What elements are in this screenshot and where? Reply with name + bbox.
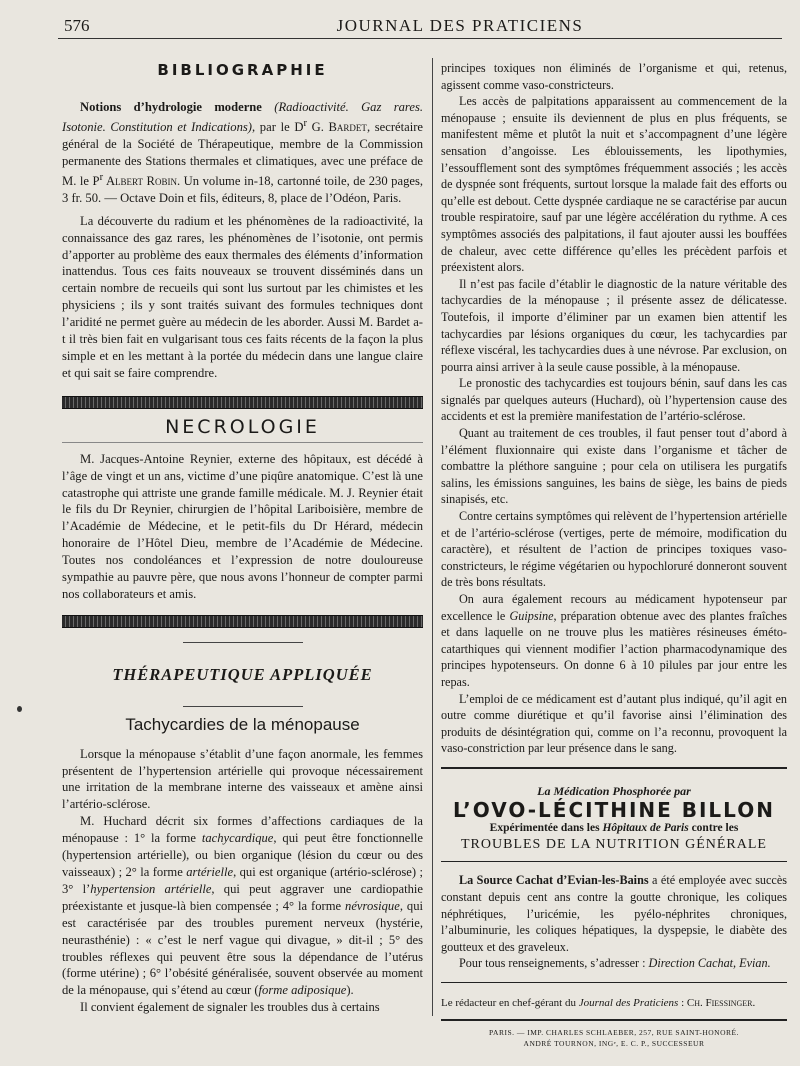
- editor-a: Le rédacteur en chef-gérant du: [441, 996, 579, 1009]
- book-subtitle: (Radioactivité. Gaz rares. Isotonie. Constitution et Indications): [62, 99, 423, 134]
- cachat-text: [441, 872, 787, 955]
- printer-line-1: PARIS. — IMP. CHARLES SCHLAEBER, 257, RUE SAINT-HONORÉ.: [489, 1028, 739, 1038]
- section-divider-bar-2: [62, 615, 423, 628]
- bibliographie-paragraph: La découverte du radium et les phénomènes de la radioactivité, la connaissance des gaz rares, les phénomènes de l’isotonie, ont permis d’apporter au problème des eaux thermales des éléments d’information inattendus. Tous ces faits nouveaux se trouvent disséminés dans un certain nombre de recueils qui sont lus surtout par les chimistes et les physiciens ; ils y sont traités suivant des formules techniques dont l’aridité ne permet guère au médecin de les aborder. Aussi M. Bardet a-t il très bien fait en vulgarisant tous ces faits récents de la façon la plus simple et en les mettant à la portée du médecin dans une langue claire et qui sait se faire comprendre.: [62, 213, 423, 380]
- right-paragraph-2: Il n’est pas facile d’établir le diagnostic de la nature véritable des tachycardies de la ménopause ; il présente assez de délicatesse. Toutefois, il importe d’éliminer par un examen bien attentif les tachycardies par lésions organiques du cœur, les tachycardies par réflexe viscéral, les tachycardies dues à une névrose. Par exclusion, on pourra ainsi arriver à la seule cause possible, à la ménopause.: [441, 276, 787, 374]
- p2-text-c: , qui est organique (artério-sclérose) ; 3° l’: [62, 865, 423, 896]
- guipsine-name: Guipsine: [509, 608, 554, 623]
- advert-ovo-lecithine: [441, 767, 787, 862]
- right-paragraph-7: L’emploi de ce médicament est d’autant plus indiqué, qu’il agit en outre comme diurétique et qu’il favorise ainsi l’élimination des produits de désintégration qui, comme on l’a reconnu, provoquent la vaso-constriction par leur présence dans le sang.: [441, 691, 787, 756]
- author-name: G. Bardet: [306, 120, 367, 134]
- r6-text-a: On aura également recours au médicament hypotenseur par excellence le: [441, 592, 787, 623]
- article-paragraph-2: [62, 813, 423, 999]
- editor-line: [441, 983, 787, 1022]
- necrologie-paragraph: M. Jacques-Antoine Reynier, externe des hôpitaux, est décédé à l’âge de vingt et un ans, victime d’une piqûre anatomique. C’est là une catastrophe qui attriste une grande famille médicale. M. J. Reynier était le fils du Dr Reynier, chirurgien de l’hôpital Lariboisière, membre de l’Académie de Médecine, et le petit-fils du Dr Hérard, médecin honoraire de l’Hôtel Dieu, membre de l’Académie de Médecine. Toutes nos condoléances et l’expression de notre douloureuse sympathie au pauvre père, que nous avons l’honneur de compter parmi nos collaborateurs et amis.: [62, 451, 423, 601]
- preface-author: Albert Robin: [103, 173, 177, 188]
- header-rule: [58, 38, 782, 39]
- right-paragraph-5: Contre certains symptômes qui relèvent de l’hypertension artérielle et de l’artério-sclérose (vertiges, perte de mémoire, modification du caractère), et résultent de l’action de principes toxiques vaso-constricteurs, le régime végétarien ou hypochloruré donneront souvent de très bons résultats.: [441, 509, 787, 590]
- cachat-description: a été employée avec succès constant depuis cent ans contre la goutte chronique, les coliques néphrétiques, l’uricémie, les pyélo-néphrites chroniques, l’albuminurie, les coliques hépatiques, la dyspepsie, le diabète des goutteux et des graveleux.: [441, 873, 787, 954]
- printer-line-2: ANDRÉ TOURNON, INGᵉ, E. C. P., SUCCESSEUR: [523, 1039, 705, 1049]
- page-number: 576: [64, 16, 90, 35]
- right-paragraph-6: [441, 591, 787, 691]
- p2-text-b: , qui peut être fonctionnelle (hypertension artérielle), ou bien organique (lésion du cœur ou des vaisseaux) ; 2° la forme: [62, 831, 423, 879]
- entry-author-sup: r: [303, 117, 307, 129]
- advert-cachat: [441, 862, 787, 983]
- section-divider-bar: [62, 396, 423, 409]
- p2-italic-5: forme adiposique: [258, 983, 347, 998]
- running-header: [0, 14, 800, 40]
- therapeutique-heading: THÉRAPEUTIQUE APPLIQUÉE: [112, 664, 373, 684]
- right-column: [441, 60, 787, 1049]
- p2-text-d: , qui peut aggraver une cardiopathie préexistante et jusque-là bien compensée ; 4° la forme: [62, 881, 423, 913]
- column-separator: [432, 58, 433, 1016]
- right-paragraph-3: Le pronostic des tachycardies est toujours bénin, sauf dans les cas signalés par quelques auteurs (Huchard), où l’hypertension cause des accidents et est la première manifestation de l’artério-sclérose.: [441, 376, 787, 424]
- journal-title: JOURNAL DES PRATICIENS: [336, 16, 584, 35]
- cachat-name: La Source Cachat d’Evian-les-Bains: [459, 873, 649, 888]
- right-paragraph-4: Quant au traitement de ces troubles, il faut penser tout d’abord à l’élément fluxionnaire qui existe dans l’organisme et tâcher de combattre la pléthore sanguine ; pour cela on utilisera les purgatifs salins, les émissions sanguines, les bains de siège, les bains de pieds sinapisés, etc.: [441, 426, 787, 507]
- ad-line-3-b: contre les: [688, 822, 739, 835]
- cachat-contact-italic: Direction Cachat, Evian.: [648, 956, 771, 971]
- right-paragraph-1: Les accès de palpitations apparaissent au commencement de la ménopause ; ensuite ils deviennent de plus en plus fréquents, se manifestent même et plutôt la nuit et s’accompagnent d’une légère sensation d’angoisse. Les éblouissements, les lipothymies, l’essoufflement sont des symptômes fréquemment associés ; les accès de dyspnée sont fréquents, surtout lorsque la malade fait des efforts ou qu’elle est debout. Cette dyspnée cardiaque ne se caractérise par aucun trouble respiratoire, sauf par une légère accélération du rythme. A ces symptômes associés des palpitations, il faut ajouter aussi les bouffées de chaleur, avec cette différence qu’elles les précèdent parfois et préexistent alors.: [441, 94, 787, 275]
- entry-publication: . Un volume in-18, cartonné toile, de 230 pages, 3 fr. 50. — Octave Doin et fils, éditeurs, 8, place de l’Odéon, Paris.: [62, 173, 423, 205]
- left-column: [62, 56, 423, 1016]
- cachat-contact-a: Pour tous renseignements, s’adresser :: [459, 956, 649, 971]
- book-title: Notions d’hydrologie moderne: [80, 99, 262, 114]
- ad-brand: L’OVO-LÉCITHINE BILLON: [453, 797, 775, 822]
- ad-line-3: [441, 820, 787, 837]
- entry-preface-sup: r: [99, 171, 104, 183]
- editor-name: : Ch. Fiessinger.: [678, 996, 756, 1009]
- necrologie-heading: NECROLOGIE: [62, 419, 423, 443]
- editor-journal: Journal des Praticiens: [578, 996, 679, 1009]
- right-paragraph-0: principes toxiques non éliminés de l’organisme et qui, retenus, agissent comme vaso-constricteurs.: [441, 61, 787, 92]
- entry-author-prefix: , par le D: [251, 120, 304, 134]
- entry-description: , secrétaire général de la Société de Thérapeutique, membre de la Commission permanente des Stations thermales et climatiques, avec une préface de M. le P: [62, 120, 423, 188]
- printer-imprint: [441, 1027, 787, 1049]
- p2-italic-1: tachycardique: [201, 831, 274, 846]
- ad-line-1: La Médication Phosphorée par: [537, 783, 691, 798]
- ad-line-3-italic: Hôpitaux de Paris: [602, 822, 689, 835]
- cachat-contact: [441, 955, 787, 972]
- margin-speck: [17, 706, 22, 712]
- short-rule-bottom: [183, 706, 303, 707]
- p2-text-e: , qui est caractérisée par des troubles purement nerveux (hystérie, neurasthénie) : « c’est le nerf vague qui divague, » dit-il ; 5° des troubles réflexes qui peuvent être sous la dépendance de l’utérus (forme utérine) ; 6° l’obésité généralisée, souvent observée au moment de la ménopause, qui s’étend au cœur (: [62, 898, 423, 998]
- short-rule-top: [183, 642, 303, 643]
- ad-line-3-a: Expérimentée dans les: [489, 822, 603, 835]
- p2-italic-4: névrosique: [345, 898, 400, 913]
- p2-italic-2: artérielle: [186, 865, 234, 879]
- article-title: Tachycardies de la ménopause: [125, 714, 360, 734]
- ad-line-4: TROUBLES DE LA NUTRITION GÉNÉRALE: [461, 836, 767, 852]
- r6-text-b: , préparation obtenue avec des plantes fraîches et dans laquelle on ne trouve plus les matières résineuses éméto-catarthiques qui viennent modifier l’action pharmacodynamique des principes hypotenseurs. On donne 6 à 10 pilules par jour entre les repas.: [441, 608, 787, 689]
- bibliographie-heading: BIBLIOGRAPHIE: [157, 61, 328, 79]
- article-paragraph-3: Il convient également de signaler les troubles dus à certains: [80, 1000, 380, 1015]
- bibliographie-entry: [62, 99, 423, 207]
- p2-text-f: ).: [346, 983, 354, 998]
- p2-text-a: M. Huchard décrit six formes d’affections cardiaques de la ménopause : 1° la forme: [62, 814, 423, 846]
- p2-italic-3: hypertension artérielle: [90, 881, 212, 896]
- article-paragraph-1: Lorsque la ménopause s’établit d’une façon anormale, les femmes présentent de l’hypertension artérielle qui provoque nécessairement une irritation de la membrane interne des vaisseaux et amène ainsi l’artério-sclérose.: [62, 746, 423, 812]
